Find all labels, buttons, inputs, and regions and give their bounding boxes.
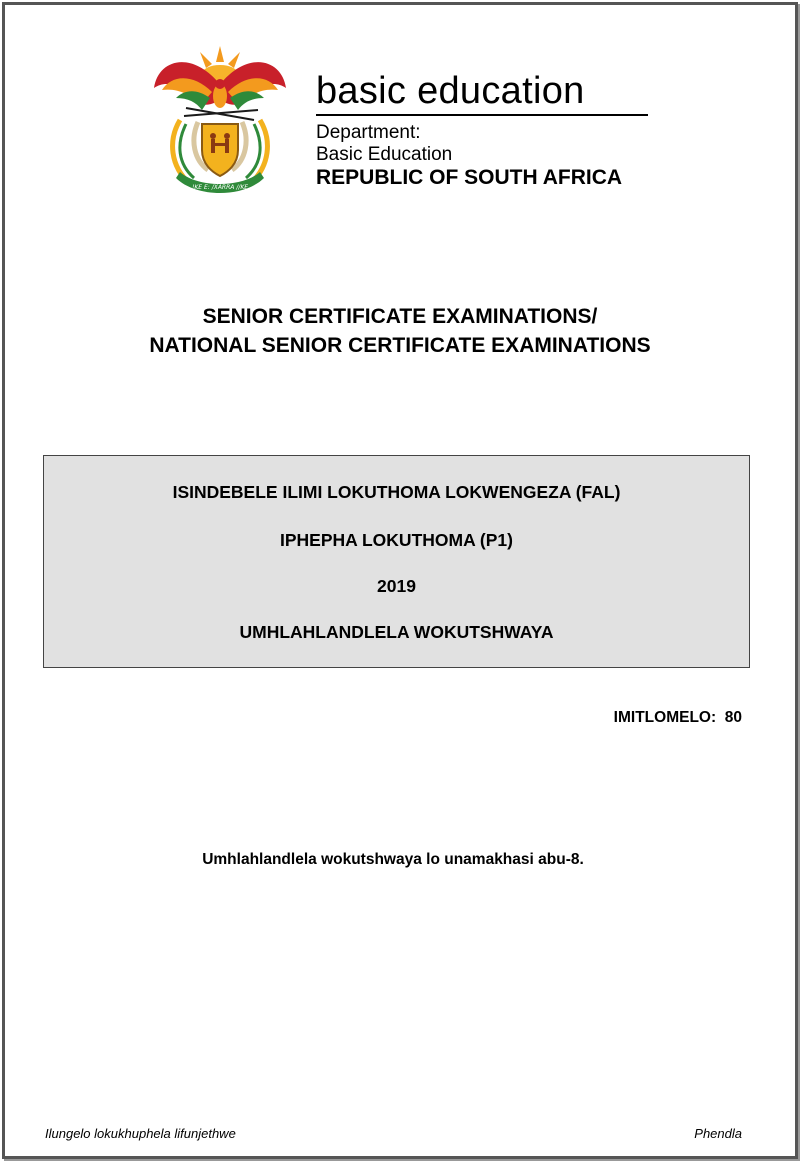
brand-divider [316, 114, 648, 116]
marks-value: 80 [724, 709, 742, 726]
turn-over-footer: Phendla [694, 1126, 742, 1141]
exam-title [0, 302, 800, 360]
subject-name: ISINDEBELE ILIMI LOKUTHOMA LOKWENGEZA (FAL) [172, 482, 621, 502]
marks-label: IMITLOMELO: [613, 709, 717, 726]
exam-year: 2019 [377, 576, 416, 596]
department-name: Basic Education [316, 144, 453, 165]
exam-title-line-2: NATIONAL SENIOR CERTIFICATE EXAMINATIONS [149, 334, 651, 357]
paper-name: IPHEPHA LOKUTHOMA (P1) [279, 530, 513, 550]
exam-title-line-1: SENIOR CERTIFICATE EXAMINATIONS/ [202, 305, 598, 328]
brand-title: basic education [316, 70, 585, 112]
document-type: UMHLAHLANDLELA WOKUTSHWAYA [239, 622, 554, 642]
crest-motto: !KE E: /XARRA //KE [191, 184, 249, 191]
coat-of-arms-logo [150, 40, 290, 202]
subject-box [43, 455, 750, 668]
department-label: Department: [316, 122, 421, 143]
copyright-footer: Ilungelo lokukhuphela lifunjethwe [45, 1126, 236, 1141]
total-marks [614, 709, 742, 727]
page-count-note: Umhlahlandlela wokutshwaya lo unamakhasi abu-8. [202, 851, 584, 868]
country-name: REPUBLIC OF SOUTH AFRICA [316, 166, 623, 189]
department-brand [316, 70, 656, 190]
